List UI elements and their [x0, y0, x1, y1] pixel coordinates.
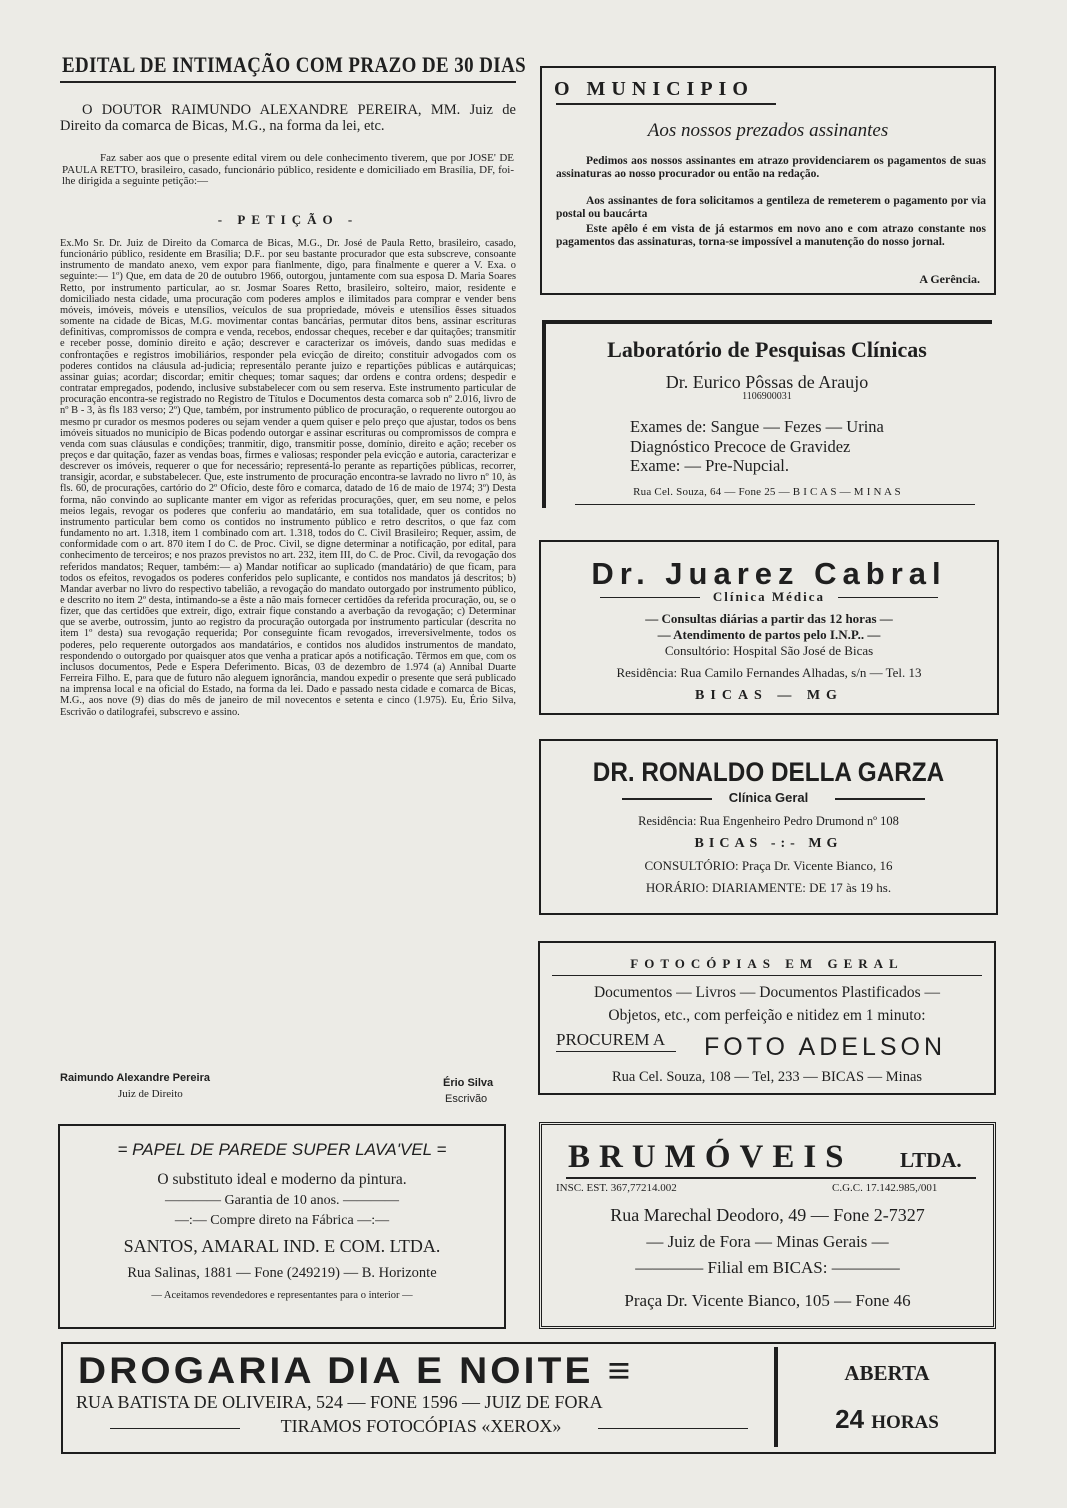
- edital-notice: Faz saber aos que o presente edital virem ou dele conhecimento tiverem, que por JOSE' DE PAULA RETTO, brasileiro, casado, funcionário público, residente e domiciliado em Brasília, DF, foi-lhe dirigida a seguinte petição:—: [62, 152, 514, 187]
- juarez-office: Consultório: Hospital São José de Bicas: [664, 643, 874, 658]
- edital-title: EDITAL DE INTIMAÇÃO COM PRAZO DE 30 DIAS: [62, 52, 527, 77]
- juarez-residence: Residência: Rua Camilo Fernandes Alhadas, s/n — Tel. 13: [616, 665, 922, 680]
- ronaldo-city: BICAS -:- MG: [694, 836, 843, 851]
- laboratorio-exams-line: Exame: — Pre-Nupcial.: [630, 456, 789, 475]
- drogaria-name: DROGARIA DIA E NOITE ≡: [78, 1350, 634, 1391]
- laboratorio-code: 1106900031: [742, 391, 792, 402]
- signature-judge-name: Raimundo Alexandre Pereira: [60, 1072, 210, 1084]
- papel-slogan: O substituto ideal e moderno da pintura.: [157, 1171, 407, 1188]
- drogaria-hours-number: 24: [835, 1404, 865, 1434]
- papel-warranty: ———— Garantia de 10 anos. ————: [164, 1193, 400, 1208]
- municipio-paragraph: Aos assinantes de fora solicitamos a gentileza de remeterem o pagamento por via postal ou baucárta: [556, 195, 986, 220]
- brumoveis-state-registration: INSC. EST. 367,77214.002: [556, 1182, 677, 1194]
- papel-factory: —:— Compre direto na Fábrica —:—: [174, 1213, 390, 1228]
- drogaria-hours: [778, 1404, 996, 1435]
- drogaria-xerox-rule-left: [110, 1428, 240, 1429]
- municipio-title: O MUNICIPIO: [554, 78, 754, 100]
- peticao-heading: - PETIÇÃO -: [217, 212, 359, 227]
- foto-title-rule: [552, 975, 982, 976]
- ronaldo-hours: HORÁRIO: DIARIAMENTE: DE 17 às 19 hs.: [645, 880, 892, 895]
- juarez-name: Dr. Juarez Cabral: [591, 556, 947, 591]
- ronaldo-residence: Residência: Rua Engenheiro Pedro Drumond nº 108: [638, 814, 899, 828]
- juarez-clinic: Clínica Médica: [712, 589, 826, 604]
- laboratorio-exams-line: Exames de: Sangue — Fezes — Urina: [630, 417, 884, 436]
- laboratorio-title: Laboratório de Pesquisas Clínicas: [607, 337, 927, 362]
- brumoveis-name: BRUMÓVEIS: [568, 1139, 853, 1175]
- municipio-title-rule: [556, 103, 776, 105]
- foto-services-line: Documentos — Livros — Documentos Plastificados —: [593, 984, 941, 1001]
- ronaldo-name: DR. RONALDO DELLA GARZA: [592, 757, 945, 787]
- juarez-births: — Atendimento de partos pelo I.N.P.. —: [657, 627, 881, 642]
- foto-services-line: Objetos, etc., com perfeição e nitidez em 1 minuto:: [608, 1007, 926, 1024]
- peticao-body: Ex.Mo Sr. Dr. Juiz de Direito da Comarca de Bicas, M.G., Dr. José de Paula Retto, brasileiro, casado, funcionário público, residente em Brasília; D.F.. por seu bastante procurador que esta subscreve, consoante instrumento de mandato anexo, vem expor para fianlmente, digo, para finalmente e querer a V. Exa. o seguinte:— 1º) Que, em data de 20 de outubro 1966, outorgou, juntamente com sua esposa D. Maria Soares Retto, por instrumento particular, ao sr. Josmar Soares Retto, brasileiro, solteiro, maior, residente e domiciliado nesta cidade, uma procuração com poderes amplos e ilimitados para comprar e vender bens móveis, imóveis, móveis e utensílios, veículos de sua propriedade, móveis e utensílios êsses situados somente na cidade de Bicas, M.G. movimentar contas bancárias, permutar ditos bens, assinar escrituras definitivas, compromissos de compra e venda, recebos, endossar cheques, receber e dar quitações; transmitir e receber posse, domínio direito e ação; descrever e caracterizar os imóveis, dando suas medidas e confrontações e registros imobiliários, responder pela evicção de direito; constituir advogados com os poderes contidos na cláusula ad-judicia; representálo perante juizo e repartições públicas e autárquicas; assinar guias; acordar; discordar; emitir cheques; tomar saques; dar ordens e contra ordens; despedir e contratar empregados, podendo, inclusive substabelecer com ou sem reserva. Este instrumento particular de procuração encontra-se registrado no Registro de Títulos e Documentos desta comarca sob nº 2.016, livro de nº B - 3, às fls 183 verso; 2º) Que, também, por instrumento público de procuração, o requerente outorgou ao mesmo pr curador os mesmos poderes ou sejam vender a quem quiser e pelo preço que ajustar, todos os bens imóveis situados no município de Bicas podendo outorgar e assinar escrituras ou compromissos de compra e venda com suas cláusulas e condições; tranmitir, digo, transmitir posse, domínio, direito e ação; receber os preços e dar quitação, fazer as vendas boas, firmes e valiosas; responder pela evicção e autoria, caracterizar e descrever os imóveis, requerer o que for necessário; representá-lo perante as repartições públicas, recorrer, transigir, acordar, e substabelecer. Que, este instrumento de procuração encontra-se lavrado no livro nº 10, às fls. 60, de procurações, cartório do 2º Ofício, deste fôro e comarca, datado de 16 de maio de 1974; 3º) Desta forma, não convindo ao suplicante manter em vigor as referidas procurações, quer, em seu nome, e pelos meios legais, revogar os poderes que conferiu ao mandatário, em sua totalidade, quer os contidos no instrumento particular bem como os contidos no instrumento público e retro descritos, o que faz com fundamento no art. 1.318, item 1 combinado com art. 1.318, todos do C. Civil Brasileiro; Requer, assim, de conformidade com o art. 870 item I do C. de Proc. Civil, se digne determinar a notificação, por edital, para conhecimento de terceiros; e nos prazos previstos no art. 232, item III, do C. de Proc. Civil, da revogação dos referidos mandatos; Requer, também:— a) Mandar notificar ao suplicado (mandatário) de que ficam, para todos os efeitos, revogados os poderes conferidos pelo suplicante, e contidos nos mandatos já descritos; b) Mandar averbar no livro do respectivo tabelião, a revogação do mandato outorgado por instrumento público, e descrito no item 2º desta, intimando-se a êste a não mais fornecer certidões da referida procuração, ou, se o fizer, que das certidões que extreir, digo, extrair fique constando a averbação da revogação; c) Determinar que se averbe, outrossim, junto ao registro da procuração outorgada por instrumento particular (descrita no item 1º desta) sua revogação requerida; Por conseguinte ficam revogados, irreversivelmente, todos os poderes, pelo requerente outorgados aos mandatários, e contidos nos aludidos instrumentos de mandato, respondendo o outorgado por quaisquer atos que venha a praticar após a notificação. Têrmos em que, com os inclusos documentos, Pede e Espera Deferimento. Bicas, 03 de dezembro de 1.974 (a) Annibal Duarte Ferreira Filho. E, para que de futuro não aleguem ignorância, mandou expedir o presente que será publicado na imprensa local e na oficial do Estado, na forma da lei. Dado e passado nesta cidade e comarca de Bicas, M.G., aos nove (9) dias do mês de janeiro de mil novecentos e setenta e cinco (1.975). Eu, Ério Silva, Escrivão o datilografei, subscrevo e assino.: [60, 238, 516, 718]
- municipio-signature: A Gerência.: [919, 272, 980, 286]
- municipio-paragraph: Este apêlo é em vista de já estarmos em novo ano e com atrazo constante nos pagamentos das assinaturas, torna-se impossível a manutenção do nosso jornal.: [556, 223, 986, 248]
- juarez-consultation-hours: — Consultas diárias a partir das 12 horas —: [645, 611, 893, 626]
- drogaria-address: RUA BATISTA DE OLIVEIRA, 524 — FONE 1596 — JUIZ DE FORA: [76, 1392, 603, 1412]
- edital-title-rule: [60, 81, 516, 83]
- signature-clerk-title: Escrivão: [445, 1093, 488, 1105]
- municipio-paragraph: Pedimos aos nossos assinantes em atrazo providenciarem os pagamentos de suas assinaturas ao nosso procurador ou então na redação.: [556, 155, 986, 180]
- brumoveis-branch: ———— Filial em BICAS: ————: [635, 1258, 900, 1277]
- laboratorio-exams-line: Diagnóstico Precoce de Gravidez: [630, 437, 851, 456]
- drogaria-xerox: TIRAMOS FOTOCÓPIAS «XEROX»: [280, 1416, 562, 1436]
- ronaldo-rule-left: [622, 798, 712, 800]
- drogaria-xerox-rule-right: [598, 1428, 748, 1429]
- brumoveis-address: Rua Marechal Deodoro, 49 — Fone 2-7327: [610, 1205, 925, 1225]
- ronaldo-office: CONSULTÓRIO: Praça Dr. Vicente Bianco, 16: [644, 858, 893, 873]
- foto-address: Rua Cel. Souza, 108 — Tel, 233 — BICAS — Minas: [611, 1069, 923, 1085]
- ronaldo-rule-right: [835, 798, 925, 800]
- juarez-city: BICAS — MG: [695, 688, 843, 703]
- ronaldo-clinic: Clínica Geral: [728, 790, 809, 805]
- brumoveis-name-rule: [566, 1177, 976, 1179]
- drogaria-hours-word: HORAS: [871, 1412, 939, 1433]
- laboratorio-doctor: Dr. Eurico Pôssas de Araujo: [665, 372, 869, 392]
- juarez-rule-right: [838, 597, 938, 598]
- papel-note: — Aceitamos revendedores e representantes para o interior —: [151, 1290, 413, 1301]
- drogaria-open: ABERTA: [844, 1361, 930, 1385]
- papel-title: = PAPEL DE PAREDE SUPER LAVA'VEL =: [117, 1140, 447, 1159]
- brumoveis-city: — Juiz de Fora — Minas Gerais —: [646, 1232, 889, 1251]
- papel-company: SANTOS, AMARAL IND. E COM. LTDA.: [123, 1236, 441, 1256]
- foto-business-name: FOTO ADELSON: [704, 1033, 947, 1061]
- foto-procurem-rule: [556, 1051, 676, 1052]
- foto-procurem: PROCUREM A: [556, 1030, 666, 1049]
- brumoveis-ltda: LTDA.: [900, 1148, 962, 1172]
- edital-intro: O DOUTOR RAIMUNDO ALEXANDRE PEREIRA, MM. Juiz de Direito da comarca de Bicas, M.G., na forma da lei, etc.: [60, 102, 516, 134]
- brumoveis-cgc: C.G.C. 17.142.985,/001: [832, 1182, 938, 1194]
- signature-judge-title: Juiz de Direito: [118, 1088, 183, 1100]
- laboratorio-bottom-rule: [575, 504, 975, 505]
- brumoveis-branch-address: Praça Dr. Vicente Bianco, 105 — Fone 46: [624, 1291, 911, 1310]
- foto-title: FOTOCÓPIAS EM GERAL: [630, 956, 904, 971]
- juarez-rule-left: [600, 597, 700, 598]
- municipio-subtitle: Aos nossos prezados assinantes: [647, 120, 889, 141]
- papel-address: Rua Salinas, 1881 — Fone (249219) — B. Horizonte: [127, 1265, 437, 1281]
- signature-clerk-name: Ério Silva: [443, 1077, 494, 1089]
- laboratorio-address: Rua Cel. Souza, 64 — Fone 25 — B I C A S — M I N A S: [633, 486, 901, 498]
